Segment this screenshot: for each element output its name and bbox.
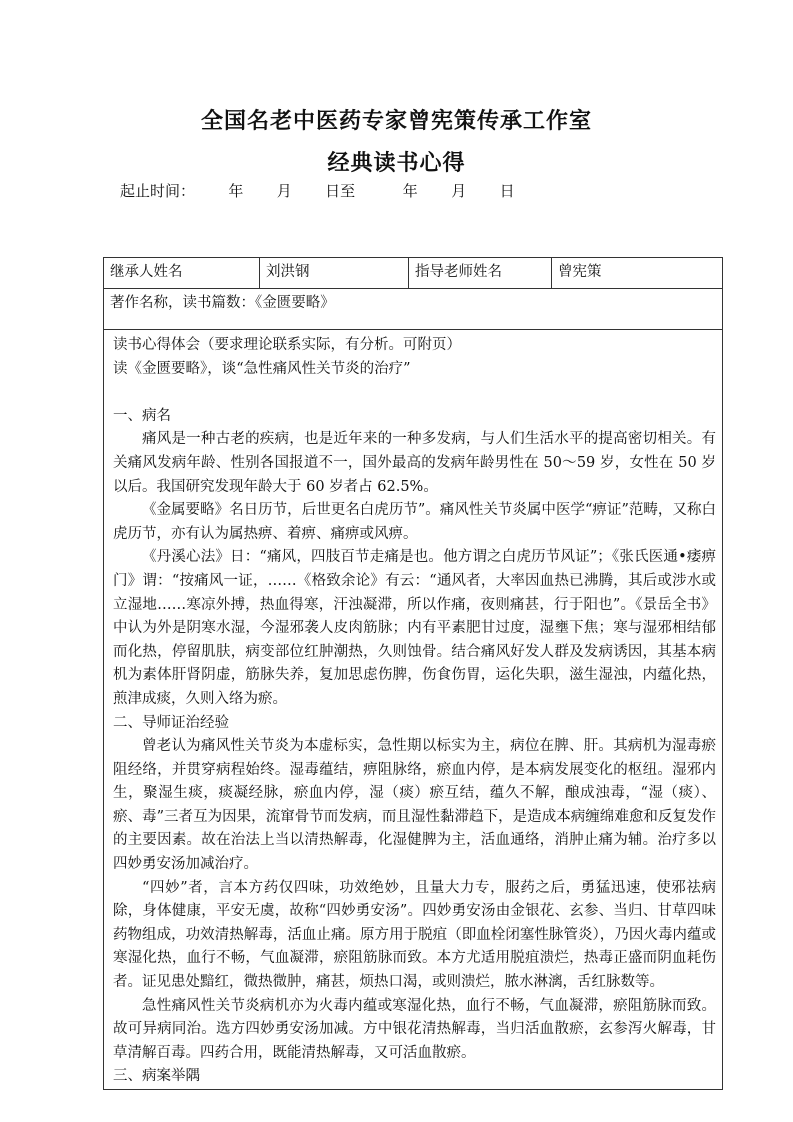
section-paragraph: 痛风是一种古老的疾病，也是近年来的一种多发病，与人们生活水平的提高密切相关。有关痛风发病年龄、性别各国报道不一，国外最高的发病年龄男性在 50～59 岁，女性在 50 岁以后。我国研究发现年龄大于 60 岁者占 62.5%。 <box>113 431 716 495</box>
section-paragraph: 曾老认为痛风性关节炎为本虚标实，急性期以标实为主，病位在脾、肝。其病机为湿毒瘀阻经络，并贯穿病程始终。湿毒蕴结，痹阻脉络，瘀血内停，是本病发展变化的枢纽。湿邪内生，聚湿生痰，痰凝经脉，瘀血内停，湿（痰）瘀互结，蕴久不解，酿成浊毒，“湿（痰）、瘀、毒”三者互为因果，流窜骨节而发病，而且湿性黏滞趋下，是造成本病缠绵难愈和反复发作的主要因素。故在治法上当以清热解毒，化湿健脾为主，活血通络，消肿止痛为辅。治疗多以四妙勇安汤加减治疗。 <box>113 738 716 873</box>
reading-notes-form <box>103 257 723 1090</box>
notes-prompt: 读书心得体会（要求理论联系实际，有分析。可附页） <box>113 337 461 353</box>
date-range-line: 起止时间： 年 月 日至 年 月 日 <box>120 182 515 200</box>
content-row <box>104 330 723 1090</box>
name-row <box>104 258 723 289</box>
reading-notes-content <box>104 330 723 1090</box>
inheritor-name: 刘洪钢 <box>260 258 409 289</box>
section-heading: 二、导师证治经验 <box>113 714 229 731</box>
inheritor-label: 继承人姓名 <box>104 258 260 289</box>
document-title: 全国名老中医药专家曾宪策传承工作室 <box>200 109 592 134</box>
section-paragraph: 《丹溪心法》日：“痛风，四肢百节走痛是也。他方谓之白虎历节风证”；《张氏医通•痿痹门》谓：“按痛风一证，……《格致余论》有云：“通风者，大率因血热已沸腾，其后或涉水或立湿地……寒凉外搏，热血得寒，汗浊凝滞，所以作痛，夜则痛甚，行于阳也”。《景岳全书》中认为外是阴寒水湿，今湿邪袭人皮肉筋脉；内有平素肥甘过度，湿壅下焦；寒与湿邪相结郁而化热，停留肌肤，病变部位红肿潮热，久则蚀骨。结合痛风好发人群及发病诱因，其基本病机为素体肝肾阴虚，筋脉失养，复加思虑伤脾，伤食伤胃，运化失职，滋生湿浊，内蕴化热，煎津成痰，久则入络为瘀。 <box>113 549 716 707</box>
book-row <box>104 289 723 330</box>
section-heading: 三、病案举隅 <box>113 1068 200 1085</box>
section-paragraph: “四妙”者，言本方药仅四味，功效绝妙，且量大力专，服药之后，勇猛迅速，使邪祛病除，身体健康，平安无虞，故称“四妙勇安汤”。四妙勇安汤由金银花、玄参、当归、甘草四味药物组成，功效清热解毒，活血止痛。原方用于脱疽（即血栓闭塞性脉管炎），乃因火毒内蕴或寒湿化热，血行不畅，气血凝滞，瘀阻筋脉而致。本方尤适用脱疽溃烂，热毒正盛而阴血耗伤者。证见患处黯红，微热微肿，痛甚，烦热口渴，或则溃烂，脓水淋漓，舌红脉数等。 <box>113 879 716 991</box>
section-heading: 一、病名 <box>113 407 171 424</box>
section-paragraph: 《金属要略》名日历节，后世更名白虎历节”。痛风性关节炎属中医学“痹证”范畴，又称白虎历节，亦有认为属热痹、着痹、痛痹或风痹。 <box>113 502 716 542</box>
section-paragraph: 急性痛风性关节炎病机亦为火毒内蕴或寒湿化热，血行不畅，气血凝滞，瘀阻筋脉而致。故可异病同治。选方四妙勇安汤加减。方中银花清热解毒，当归活血散瘀，玄参泻火解毒，甘草清解百毒。四药合用，既能清热解毒，又可活血散瘀。 <box>113 997 716 1061</box>
book-title-cell: 著作名称，读书篇数：《金匮要略》 <box>104 289 723 330</box>
notes-topic: 读《金匮要略》，谈“急性痛风性关节炎的治疗” <box>113 360 411 377</box>
blank-line <box>113 381 716 405</box>
teacher-label: 指导老师姓名 <box>409 258 552 289</box>
teacher-name: 曾宪策 <box>552 258 723 289</box>
document-subtitle: 经典读书心得 <box>327 151 466 176</box>
